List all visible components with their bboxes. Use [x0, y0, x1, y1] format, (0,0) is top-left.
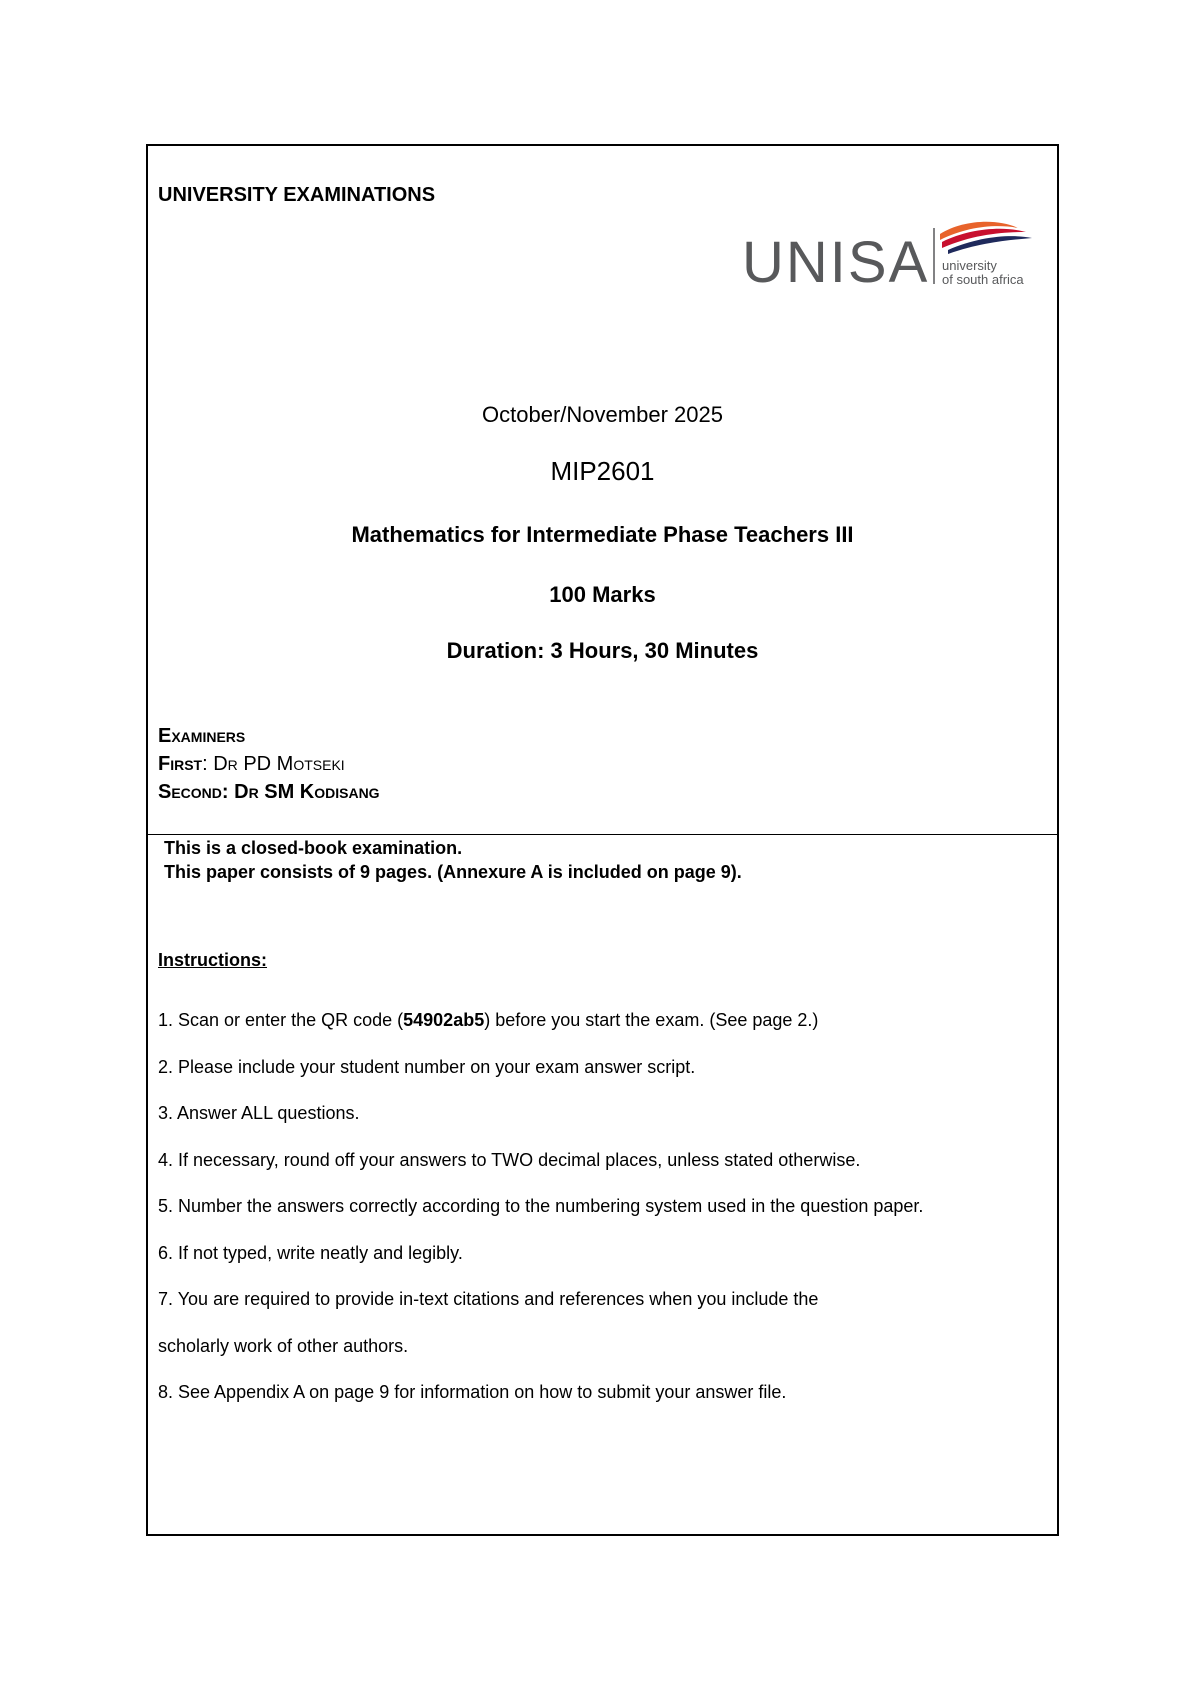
exam-session: October/November 2025	[482, 402, 723, 427]
unisa-logo	[742, 218, 1047, 290]
instructions-heading: Instructions:	[158, 950, 268, 970]
first-examiner: First: Dr PD Motseki	[158, 753, 345, 775]
instruction-item: 6. If not typed, write neatly and legibly.	[158, 1242, 463, 1263]
instruction-item: 4. If necessary, round off your answers to TWO decimal places, unless stated otherwise.	[158, 1149, 861, 1170]
exam-cover-page	[146, 144, 1059, 1536]
instruction-item: 5. Number the answers correctly according to the numbering system used in the question paper.	[158, 1196, 924, 1216]
logo-tagline-south-africa: of south africa	[942, 272, 1024, 287]
first-examiner-label: First	[158, 753, 203, 775]
logo-wordmark: UNISA	[742, 230, 930, 290]
closed-book-notice: This is a closed-book examination.	[164, 838, 463, 858]
first-examiner-name: Dr PD Motseki	[213, 753, 345, 775]
logo-tagline-university: university	[942, 258, 997, 273]
second-examiner: Second: Dr SM Kodisang	[158, 781, 380, 803]
instruction-item: 7. You are required to provide in-text citations and references when you include the	[158, 1289, 819, 1309]
instruction-item: 1. Scan or enter the QR code (54902ab5) before you start the exam. (See page 2.)	[158, 1010, 819, 1030]
instructions-list	[158, 1010, 923, 1429]
section-divider	[148, 834, 1057, 835]
instruction-item-continuation: scholarly work of other authors.	[158, 1335, 409, 1356]
instruction-item: 8. See Appendix A on page 9 for information on how to submit your answer file.	[158, 1382, 787, 1402]
total-marks: 100 Marks	[549, 582, 656, 607]
examiners-block	[158, 722, 380, 806]
second-examiner-name: Dr SM Kodisang	[234, 781, 380, 803]
module-title: Mathematics for Intermediate Phase Teachers III	[351, 522, 854, 547]
instruction-item: 2. Please include your student number on your exam answer script.	[158, 1056, 696, 1077]
exam-notices	[164, 836, 742, 884]
qr-code-value: 54902ab5	[403, 1010, 485, 1030]
page-count-notice: This paper consists of 9 pages. (Annexure A is included on page 9).	[164, 862, 742, 882]
university-examinations-heading: UNIVERSITY EXAMINATIONS	[158, 184, 436, 206]
logo-swoosh-icon	[940, 222, 1032, 254]
module-code: MIP2601	[550, 456, 655, 486]
exam-duration: Duration: 3 Hours, 30 Minutes	[446, 638, 759, 663]
examiners-heading: Examiners	[158, 725, 246, 747]
instruction-item: 3. Answer ALL questions.	[158, 1103, 360, 1123]
second-examiner-label: Second	[158, 781, 222, 803]
